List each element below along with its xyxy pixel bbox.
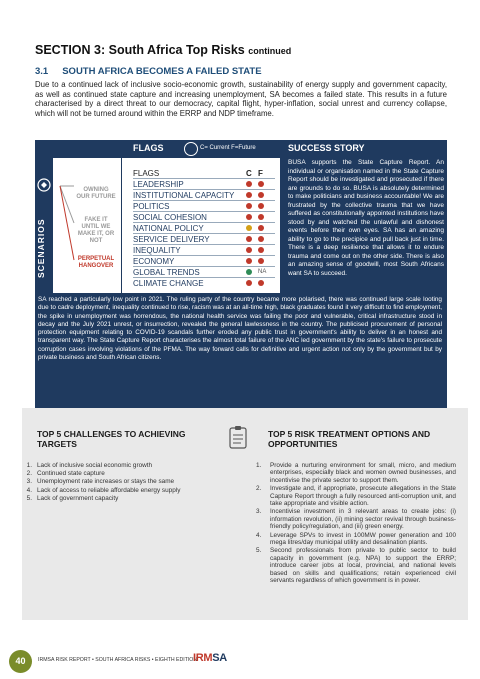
flag-row	[133, 178, 275, 189]
treatment-item	[256, 508, 456, 530]
flag-current-dot	[246, 247, 252, 253]
narrative-text: SA reached a particularly low point in 2021. The ruling party of the country became more polarised, there was continued large scale looting due to cadre deployment, inequality continued to rise, racism was at an all-time high, black graduates found it very difficult to find employment, the spike in unemployment was horrendous, the national health service was failing the poor and vulnerable, critical infrastructure stood in decay and the July 2021 unrest, or insurrection, revealed the general lawlessness in the country. The publicised procurement of personal protection equipment relating to COVID-19 scandals further eroded any public trust in government's ability to deliver in an honest and transparent way. The State Capture Report characterises the almost total failure of the ANC led government by the state's failure to prosecute corruption cases involving violations of the PFMA. The way forward calls for definitive and urgent action not only by the government but by private business and South African citizens.	[38, 296, 442, 362]
challenge-number: 2.	[26, 470, 32, 478]
flag-future-dot	[258, 214, 264, 220]
flags-col-current: C	[246, 169, 252, 178]
flag-label: GLOBAL TRENDS	[133, 268, 200, 277]
challenge-number: 5.	[26, 494, 32, 502]
challenge-number: 3.	[26, 478, 32, 486]
challenge-item	[22, 478, 222, 486]
flag-label: CLIMATE CHANGE	[133, 279, 204, 288]
treatment-text: Investigate and, if appropriate, prosecute allegations in the State Capture Report through a fully resourced anti-corruption unit, and take appropriate and visible action.	[270, 485, 456, 508]
intro-paragraph: Due to a continued lack of inclusive socio-economic growth, sustainability of energy supply and government capacity, as well as continued state capture and increasing unemployment, SA becomes a failed state. This results in a future characterised by a direct threat to our democracy, capital flight, hyper-inflation, social unrest and currency collapse, which will not be turned around within the ERRP and NDP timeframe.	[35, 80, 447, 118]
flags-key: C= Current F=Future	[200, 145, 256, 151]
flag-current-dot	[246, 225, 252, 231]
challenge-text: Unemployment rate increases or stays the same	[37, 478, 175, 486]
treatment-text: Provide a nurturing environment for small, micro, and medium enterprises, especially black and women owned businesses, and incentivise the private sector to support them.	[270, 462, 456, 484]
logo-irm: IRM	[193, 652, 213, 664]
treatment-item	[256, 485, 456, 507]
flag-current-dot	[246, 269, 252, 275]
scenario-owning: OWNING OUR FUTURE	[76, 187, 116, 200]
flag-label: ECONOMY	[133, 257, 175, 266]
flag-future-dot	[258, 236, 264, 242]
flag-row	[133, 266, 275, 277]
page-number: 40	[9, 650, 32, 673]
flag-current-dot	[246, 236, 252, 242]
subsection-title	[35, 66, 276, 77]
section-title-text: SECTION 3: South Africa Top Risks	[35, 43, 245, 57]
flag-future-dot	[258, 192, 264, 198]
treatment-text: Incentivise investment in 3 relevant areas to create jobs: (i) information revolution, (ii) mining sector revival through business-friendly policy/regulation, and (iii) green energy.	[270, 508, 456, 531]
challenge-item	[22, 470, 222, 478]
flag-row	[133, 211, 275, 222]
flags-col-future: F	[258, 169, 263, 178]
flag-current-dot	[246, 214, 252, 220]
challenges-list	[22, 462, 222, 503]
scenario-fake-it: FAKE IT UNTIL WE MAKE IT, OR NOT	[77, 217, 115, 244]
challenge-item	[22, 487, 222, 495]
success-story-text: BUSA supports the State Capture Report. An individual or organisation named in the State Capture Report should be investigated and prosecuted if there are grounds to do so. BUSA is absolutely determined to make politicians and business accountable! We are frustrated by the collective trauma that we have suffered as constitutionally appointed institutions have stood by and watched the unlawful and dishonest events before their own eyes. SA has an amazing ability to go to the precipice and pull back just in time. There is a deep resilience that allows it to endure trauma and come out on the other side. There is also an amazing sense of goodwill, most South Africans want SA to succeed.	[288, 159, 444, 277]
flag-label: SERVICE DELIVERY	[133, 235, 210, 244]
flag-row	[133, 189, 275, 200]
flag-row	[133, 233, 275, 244]
treatment-number: 3.	[256, 508, 262, 516]
treatment-text: Second professionals from private to public sector to build capacity in government (e.g. NPA) to support the ERRP; introduce career jobs at local, provincial, and national levels based on skills and qualifications; retain experienced civil servants regardless of which government is in power.	[270, 547, 456, 585]
flag-row	[133, 222, 275, 233]
flag-future-dot	[258, 280, 264, 286]
challenge-text: Continued state capture	[37, 470, 105, 478]
flags-key-icon	[184, 142, 198, 156]
treatment-item	[256, 547, 456, 584]
subsection-number: 3.1	[35, 66, 49, 77]
flag-future-dot	[258, 258, 264, 264]
flag-current-dot	[246, 181, 252, 187]
challenge-item	[22, 462, 222, 470]
challenge-text: Lack of access to reliable affordable energy supply	[37, 486, 181, 494]
flag-label: LEADERSHIP	[133, 180, 184, 189]
flag-current-dot	[246, 258, 252, 264]
scenario-arrows-icon	[58, 178, 76, 272]
flag-future-dot	[258, 181, 264, 187]
flag-future-dot	[258, 225, 264, 231]
treatments-title: TOP 5 RISK TREATMENT OPTIONS AND OPPORTUNITIES	[268, 429, 431, 449]
clipboard-icon	[229, 425, 247, 449]
flag-label: POLITICS	[133, 202, 170, 211]
flag-label: NATIONAL POLICY	[133, 224, 204, 233]
subsection-text: SOUTH AFRICA BECOMES A FAILED STATE	[62, 66, 262, 77]
irmsa-logo	[193, 652, 227, 664]
flag-row	[133, 255, 275, 266]
flag-label: INSTITUTIONAL CAPACITY	[133, 191, 235, 200]
footer-text: IRMSA RISK REPORT • SOUTH AFRICA RISKS • EIGHTH EDITION	[38, 657, 198, 663]
treatment-number: 5.	[256, 547, 262, 555]
challenges-title: TOP 5 CHALLENGES TO ACHIEVING TARGETS	[37, 429, 186, 449]
treatments-list	[256, 462, 456, 586]
challenge-text: Lack of inclusive social economic growth	[37, 462, 153, 469]
treatment-item	[256, 532, 456, 547]
treatment-item	[256, 462, 456, 484]
flags-title: FLAGS	[133, 143, 164, 153]
flags-list-heading: FLAGS	[133, 169, 160, 178]
flag-future-dot	[258, 247, 264, 253]
challenge-item	[22, 495, 222, 503]
flag-row	[133, 200, 275, 211]
flag-current-dot	[246, 192, 252, 198]
flag-label: SOCIAL COHESION	[133, 213, 207, 222]
section-title-suffix: continued	[248, 46, 292, 56]
scenarios-label: SCENARIOS	[36, 218, 46, 278]
flag-na-label: NA	[258, 269, 267, 275]
scenarios-icon	[37, 178, 51, 192]
challenge-number: 4.	[26, 486, 32, 494]
challenge-text: Lack of government capacity	[37, 494, 119, 502]
section-title	[35, 43, 291, 57]
challenge-number: 1.	[26, 462, 32, 469]
flag-future-dot	[258, 203, 264, 209]
flag-current-dot	[246, 280, 252, 286]
flag-row	[133, 277, 275, 288]
treatment-text: Leverage SPVs to invest in 100MW power generation and 100 mega litres/day municipal utility and desalination plants.	[270, 531, 456, 547]
flag-label: INEQUALITY	[133, 246, 181, 255]
treatment-number: 1.	[256, 462, 262, 469]
treatment-number: 2.	[256, 485, 262, 493]
flag-row	[133, 244, 275, 255]
success-story-title: SUCCESS STORY	[288, 143, 365, 153]
scenario-perpetual-hangover: PERPETUAL HANGOVER	[77, 256, 115, 269]
flag-current-dot	[246, 203, 252, 209]
treatment-number: 4.	[256, 531, 262, 539]
logo-sa: SA	[212, 652, 227, 664]
